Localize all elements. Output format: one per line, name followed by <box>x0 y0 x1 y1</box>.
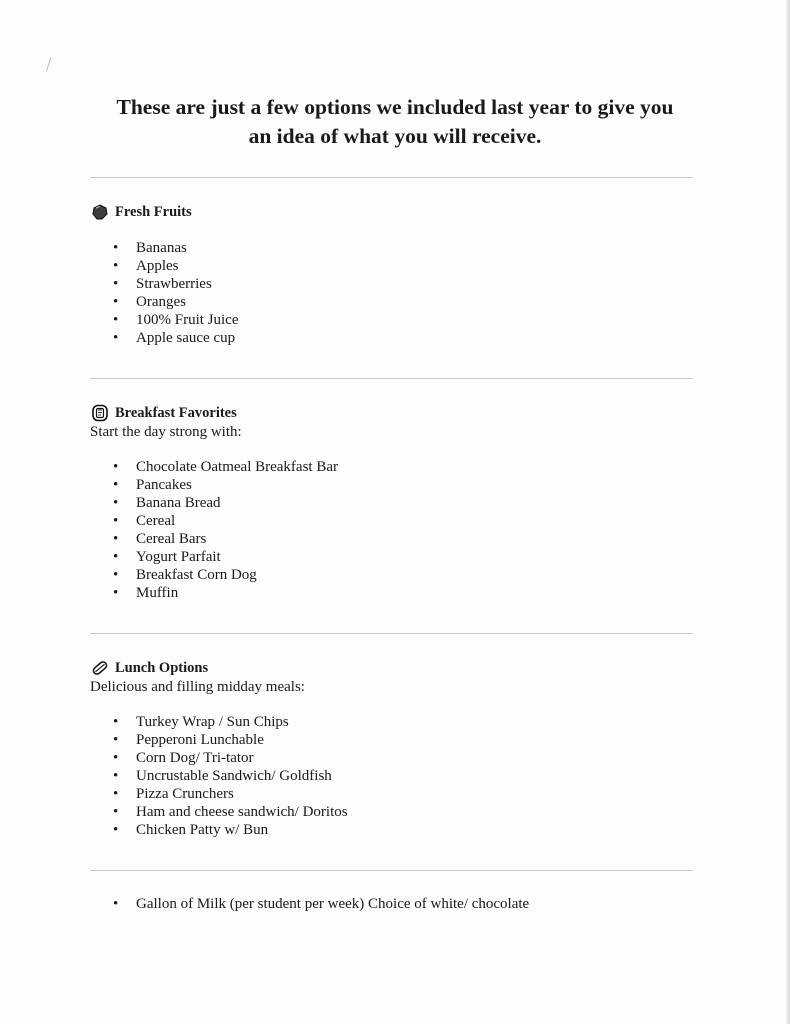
list-item: • Strawberries <box>113 275 239 293</box>
list-item: • Bananas <box>113 239 239 257</box>
list-item: • Uncrustable Sandwich/ Goldfish <box>113 767 348 785</box>
list-item: • Corn Dog/ Tri-tator <box>113 749 348 767</box>
list-item: • Apple sauce cup <box>113 329 239 347</box>
section-heading-lunch-options <box>91 657 208 679</box>
list-item: • Chocolate Oatmeal Breakfast Bar <box>113 458 338 476</box>
title-line-1: These are just a few options we included last year to give you <box>116 95 674 119</box>
lunch-options-list <box>113 713 348 839</box>
list-item: • Gallon of Milk (per student per week) Choice of white/ chocolate <box>113 895 529 913</box>
breakfast-favorites-list <box>113 458 338 602</box>
scan-mark <box>46 58 54 73</box>
list-item: • Muffin <box>113 584 338 602</box>
list-item: • Apples <box>113 257 239 275</box>
list-item: • Cereal <box>113 512 338 530</box>
list-item: • Pancakes <box>113 476 338 494</box>
title-line-2: an idea of what you will receive. <box>248 124 542 148</box>
list-item: • Turkey Wrap / Sun Chips <box>113 713 348 731</box>
page-edge-shadow <box>786 0 790 1024</box>
footer-list <box>113 895 529 913</box>
divider-4 <box>90 870 693 871</box>
list-item: • Pizza Crunchers <box>113 785 348 803</box>
divider-3 <box>90 633 693 634</box>
fresh-fruits-list <box>113 239 239 347</box>
list-item: • Yogurt Parfait <box>113 548 338 566</box>
list-item: • Banana Bread <box>113 494 338 512</box>
page-title <box>60 93 730 151</box>
section-heading-label: Lunch Options <box>115 659 209 676</box>
section-heading-label: Fresh Fruits <box>115 203 192 220</box>
list-item: • 100% Fruit Juice <box>113 311 239 329</box>
list-item: • Breakfast Corn Dog <box>113 566 338 584</box>
section-heading-breakfast-favorites <box>91 402 237 424</box>
list-item: • Cereal Bars <box>113 530 338 548</box>
list-item: • Chicken Patty w/ Bun <box>113 821 348 839</box>
section-heading-label: Breakfast Favorites <box>115 404 237 421</box>
section-intro-breakfast: Start the day strong with: <box>90 424 242 440</box>
divider-1 <box>90 177 693 178</box>
cereal-box-icon <box>91 404 109 422</box>
list-item: • Oranges <box>113 293 239 311</box>
section-heading-fresh-fruits <box>91 201 192 223</box>
divider-2 <box>90 378 693 379</box>
sandwich-icon <box>91 659 109 677</box>
section-intro-lunch: Delicious and filling midday meals: <box>90 679 305 695</box>
list-item: • Pepperoni Lunchable <box>113 731 348 749</box>
apple-icon <box>91 203 109 221</box>
list-item: • Ham and cheese sandwich/ Doritos <box>113 803 348 821</box>
